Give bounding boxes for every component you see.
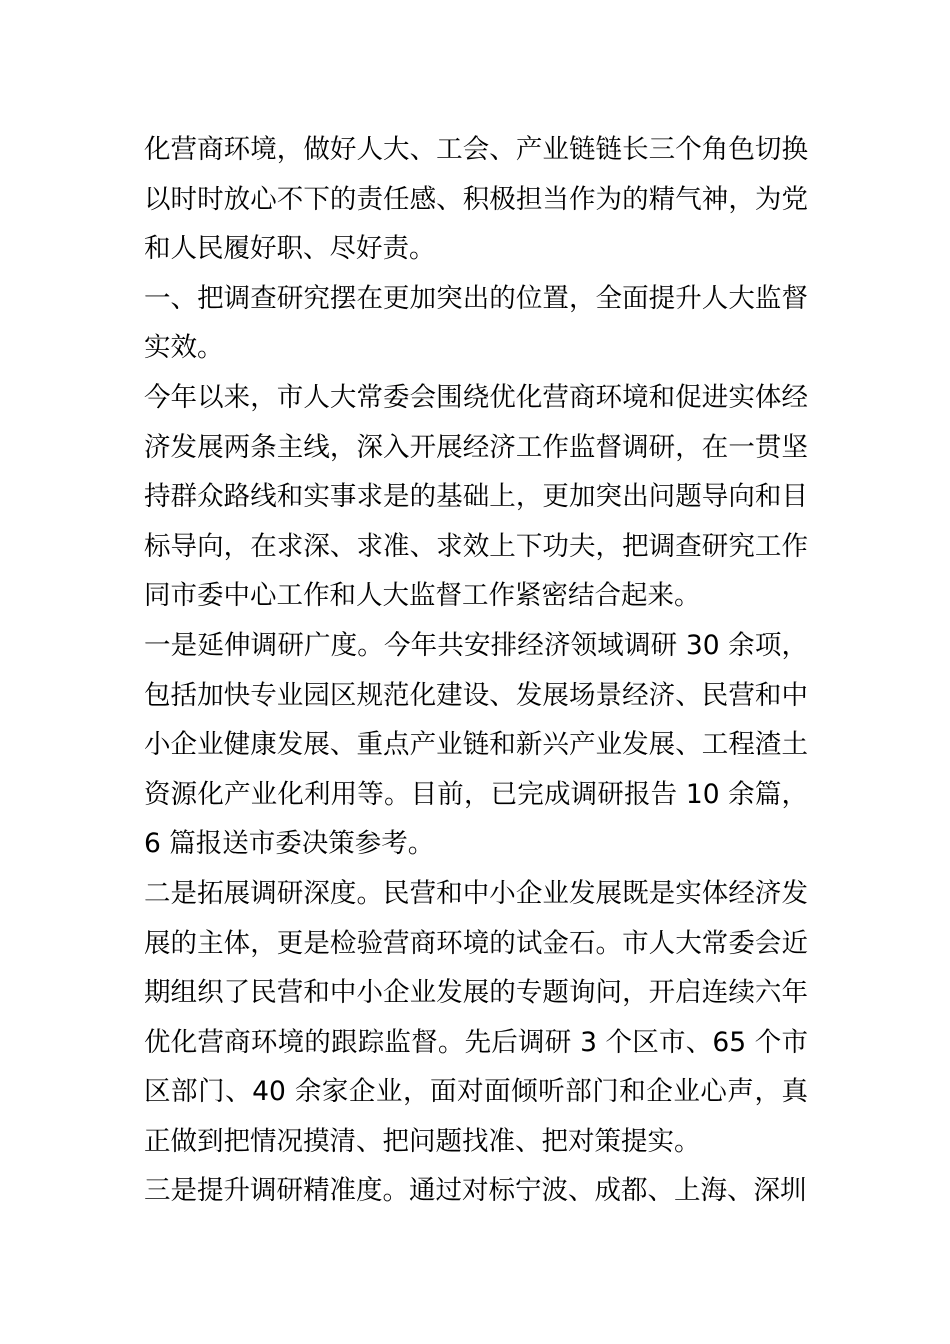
paragraph-point-two: 二是拓展调研深度。民营和中小企业发展既是实体经济发展的主体，更是检验营商环境的试金石。市人大常委会近期组织了民营和中小企业发展的专题询问，开启连续六年优化营商环境的跟踪监督。先后调研 3 个区市、65 个市区部门、40 余家企业，面对面倾听部门和企业心声，真正做到把情况摸清、把问题找准、把对策提实。	[144, 877, 808, 1157]
document-body	[144, 125, 808, 1216]
paragraph-point-one: 一是延伸调研广度。今年共安排经济领域调研 30 余项，包括加快专业园区规范化建设、发展场景经济、民营和中小企业健康发展、重点产业链和新兴产业发展、工程渣土资源化产业化利用等。目前，已完成调研报告 10 余篇，6 篇报送市委决策参考。	[144, 629, 808, 860]
section-heading-one: 一、把调查研究摆在更加突出的位置，全面提升人大监督实效。	[144, 282, 808, 364]
paragraph-intro: 今年以来，市人大常委会围绕优化营商环境和促进实体经济发展两条主线，深入开展经济工作监督调研，在一贯坚持群众路线和实事求是的基础上，更加突出问题导向和目标导向，在求深、求准、求效上下功夫，把调查研究工作同市委中心工作和人大监督工作紧密结合起来。	[144, 381, 808, 612]
paragraph-point-three: 三是提升调研精准度。通过对标宁波、成都、上海、深圳	[144, 1175, 807, 1207]
paragraph-continuation: 化营商环境，做好人大、工会、产业链链长三个角色切换以时时放心不下的责任感、积极担当作为的精气神，为党和人民履好职、尽好责。	[144, 134, 808, 265]
